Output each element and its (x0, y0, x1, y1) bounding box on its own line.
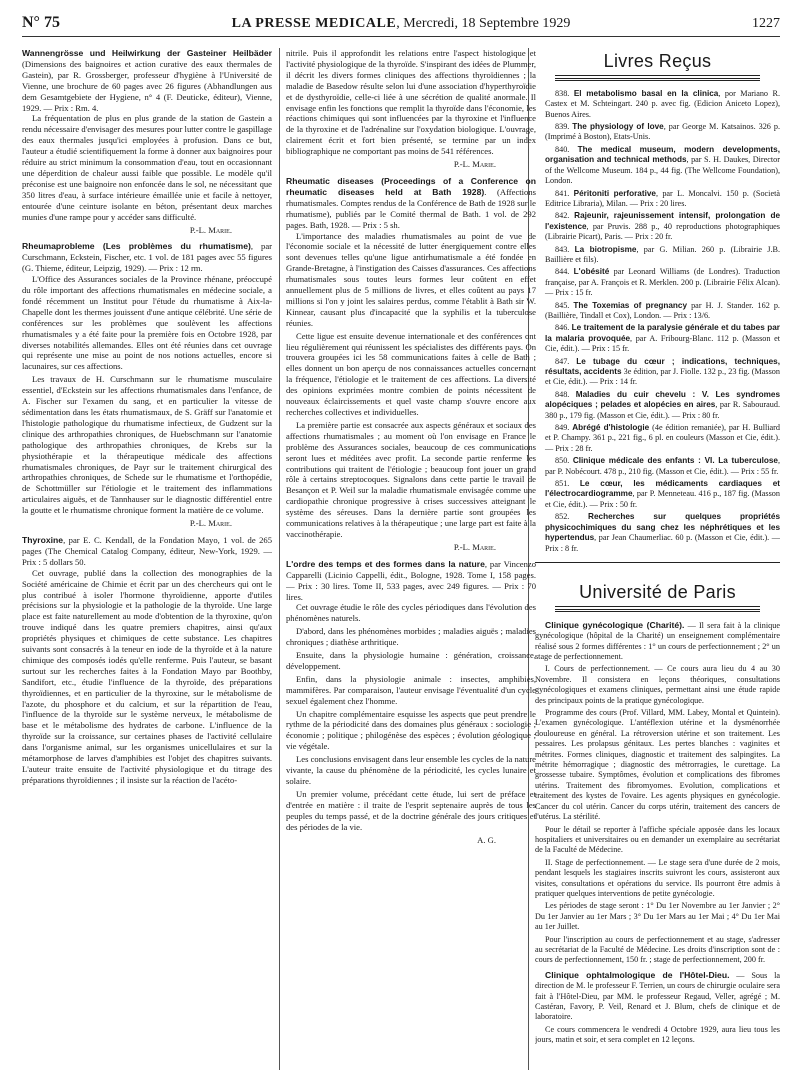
review-title: Wannengrösse und Heilwirkung der Gasteiner Heilbäder (22, 48, 272, 58)
book-details: , par Jean Chaumerliac. 60 p. (Masson et Cie, édit.). — Prix : 8 fr. (545, 533, 780, 553)
book-title: Maladies du cuir chevelu : V. Les syndromes alopéciques ; pelades et alopécies en aires (545, 389, 780, 410)
review-bibliography: , par E. C. Kendall, de la Fondation Mayo, 1 vol. de 265 pages (The Chemical Catalog Company, éditeur, New-York, 1929. — Prix : 5 dollars 50. (22, 534, 272, 567)
review-title: L'ordre des temps et des formes dans la nature (286, 558, 485, 569)
book-details: (4e édition remaniée), par H. Bulliard et P. Champy. 361 p., 221 fig., 6 pl. en couleurs (Masson et Cie, édit.). — Prix : 28 fr. (545, 423, 780, 453)
page-header (22, 10, 780, 37)
section-divider (555, 606, 760, 612)
book-details: , par S. H. Daukes, Director of the Wellcome Museum. 184 p., 44 fig. (The Wellcome Foundation), London. (545, 155, 780, 186)
notice-paragraph: II. Stage de perfectionnement. — Le stage sera d'une durée de 2 mois, pendant lesquels les stagiaires inscrits suivront les cours, assisteront aux visites, consultations et opérations du service. Ils pourront être admis à pratiquer quelques interventions de petite gynécologie. (535, 857, 780, 898)
book-number: 838. (555, 88, 570, 98)
book-number: 844. (555, 267, 570, 277)
section-divider (555, 75, 760, 81)
book-number: 842. (555, 211, 570, 221)
book-details: , par G. Milian. 260 p. (Librairie J.B. Baillière et fils). (545, 244, 780, 264)
book-title: Recherches sur quelques propriétés physicochimiques du sang chez les néphrétiques et les hypertendus (545, 512, 780, 543)
review-title: Thyroxine (22, 534, 64, 545)
book-number: 849. (555, 423, 570, 433)
notice-title: Clinique gynécologique (Charité). (545, 619, 685, 630)
book-title: L'obésité (573, 267, 610, 277)
book-entry (535, 357, 780, 388)
book-details: , par A. Fribourg-Blanc. 112 p. (Masson et Cie, édit.). — Prix : 15 fr. (545, 333, 780, 354)
book-entry (535, 301, 780, 322)
review-bibliography: (Dimensions des baignoires et action curative des eaux thermales de Gastein), par R. Grossberger, professeur d'hygiène à l'Université de Vienne, une brochure de 60 pages avec 26 figures (Abhandlungen aus dem Gesamtgebiete der Hygiene, n° 4 (F. Deuticke, éditeur), Vienne, 1929. — Prix : Rm. 4. (22, 58, 272, 113)
review-paragraph: Un chapitre complémentaire esquisse les aspects que peut prendre le rythme de la périodicité dans des domaines plus généraux : sociologie ; économie ; politique ; philogénèse des espèces ; évolution géologique ; vie végétale. (286, 708, 536, 752)
books-received-list (535, 89, 780, 554)
review-bibliography: , par Vincenzo Capparelli (Licinio Cappelli, édit., Bologne, 1928. Tome I, 158 pages. — Prix : 30 lires. Tome II, 533 pages, avec 249 figures. — Prix : 70 lires. (286, 558, 536, 602)
issue-number: N° 75 (22, 14, 60, 31)
review-thyroxine (22, 535, 272, 786)
livres-recus-heading: Livres Reçus (603, 51, 712, 71)
book-number: 852. (555, 512, 570, 522)
notice-title: Clinique ophtalmologique de l'Hôtel-Dieu. (545, 969, 730, 980)
review-paragraph: Cette ligue est ensuite devenue internationale et des conférences ont lieu régulièrement qui réunissent les spécialistes des différents pays. On trouvera groupées ici les 58 communications faites à celle de Bath ; elles donnent un bon aperçu de nos connaissances actuelles concernant la fréquence, l'étiologie et le traitement de ces affections. La diversité des opinions exprimées montre combien de points nécessitent de nouveaux éclaircissements et quel vaste champ s'ouvre encore aux recherches collectives et individuelles. (286, 330, 536, 417)
book-title: Clinique médicale des enfants : VI. La tuberculose (572, 456, 778, 466)
book-details: par H. J. Stander. 162 p. (Baillière, Tindall et Cox), London. — Prix : 13/6. (545, 300, 780, 320)
review-paragraph: Ensuite, dans la physiologie humaine : génération, croissance, développement. (286, 650, 536, 671)
column-rule-1 (279, 48, 280, 1070)
review-paragraph: Les travaux de H. Curschmann sur le rhumatisme musculaire essentiel, d'Eckstein sur les affections rhumatismales dans l'enfance, de A. Fischer sur l'examen du sang, et en particulier la vitesse de sédimentation dans les états rhumatismaux, de S. Gräff sur l'anatomie et l'histologie pathologique du rhumatisme infectieux, de Gudzent sur la clinique des arthropathies chroniques, de Huebschmann sur l'anatomie pathologique des arthropathies chroniques, de Krebs sur la physiothérapie et la thérapeutique médicale des affections rhumatismales chroniques, de Payr sur le traitement chirurgical des arthropathies chroniques, de Schede sur le rhumatisme et l'orthopédie, de Schottmüller sur l'étiologie et le traitement des inflammations articulaires aiguës, et de Tannhauser sur le diagnostic différentiel entre la goutte et le rhumatisme chronique forment la matière de ce volume. (22, 374, 272, 516)
book-entry (535, 189, 780, 210)
review-title: Rheumaprobleme (Les problèmes du rhumatisme) (22, 241, 251, 252)
book-number: 845. (555, 300, 570, 310)
book-title: The Toxemias of pregnancy (573, 300, 688, 310)
book-title: Le tubage du cœur ; indications, techniques, résultats, accidents (545, 356, 780, 377)
book-title: El metabolismo basal en la clinica (573, 88, 719, 98)
book-entry (535, 267, 780, 298)
book-entry (535, 89, 780, 120)
review-paragraph: D'abord, dans les phénomènes morbides ; maladies aiguës ; maladies chroniques ; diathèse arthritique. (286, 626, 536, 648)
book-number: 848. (555, 389, 570, 399)
book-title: Rajeunir, rajeunissement intensif, prolongation de l'existence (545, 211, 780, 231)
review-paragraph: nitrile. Puis il approfondit les relations entre l'aspect histologique et l'activité physiologique de la thyroïde. S'inspirant des idées de Plummer, il décrit les divers formes cliniques des affections thyroïdiennes ; la maladie de Basedow résulte selon lui d'une association d'hyperthyroïdie et de dysthyroïdie, celle-ci liée à une sécrétion de qualité anormale. Il envisage enfin les fonctions que remplit la thyroïde dans l'économie, les réactions chimiques qui sont influencées par la thyroxine et l'influence de la thyroxine et de l'adrénaline sur l'oxydation biologique. L'ouvrage, clairement écrit et fort bien présenté, se termine par un index bibliographique ne comportant pas moins de 541 références. (286, 48, 536, 157)
notice-paragraph: I. Cours de perfectionnement. — Ce cours aura lieu du 4 au 30 Novembre. Il consistera en leçons théoriques, consultations gynécologiques et examens cliniques, permettant ainsi une étude rapide des principaux points de la pratique gynécologique. (535, 664, 780, 705)
book-entry (535, 423, 780, 454)
notice-paragraph: Les périodes de stage seront : 1° Du 1er Novembre au 1er Janvier ; 2° Du 1er Janvier au 1er Mars ; 3° Du 1er Mars au 1er Mai ; 4° Du 1er Mai au 1er Juillet. (535, 901, 780, 932)
review-paragraph: La fréquentation de plus en plus grande de la station de Gastein a rendu nécessaire d'envisager des mesures pour lutter contre le gaspillage des eaux thermales jusqu'ici employées à profusion. Dans ce but, l'auteur a étudié scientifiquement la forme à donner aux baignoires pour réduire au strict minimum la consommation d'eau, tout en occasionnant une déperdition de chaleur aussi faible que possible. Le modèle qu'il préconise est une baignoire non enfoncée dans le sol, ne nécessitant que 350 litres d'eau, à surface intérieure émaillée unie et facile à nettoyer, entourée d'une ceinture isolante en béton, présentant deux marches munies d'une rampe pour y accéder sans difficulté. (22, 113, 272, 222)
book-number: 840. (555, 144, 570, 154)
book-details: 3e édition, par J. Fiolle. 132 p., 23 fig. (Masson et Cie, édit.). — Prix : 14 fr. (545, 367, 780, 387)
book-details: , par George M. Katsainos. 326 p. (Imprimé à Boston), Etats-Unis. (545, 122, 780, 142)
journal-title (142, 16, 660, 36)
notice-paragraph: Pour l'inscription au cours de perfectionnement et au stage, s'adresser au secrétariat de la Faculté de Médecine. Les droits d'inscription sont de : cours de perfectionnement, 150 fr. ; stage de perfectionnement, 200 fr. (535, 934, 780, 965)
book-entry (535, 211, 780, 242)
section-divider (535, 562, 780, 579)
universite-heading: Université de Paris (579, 581, 736, 602)
notice-text: — Il sera fait à la clinique gynécologique (hôpital de la Charité) un enseignement complémentaire réalisé sous 2 formes différentes : 1° un cours de perfectionnement ; 2° un stage de perfectionnement. (535, 620, 780, 661)
notice-paragraph: Pour le détail se reporter à l'affiche spéciale apposée dans les locaux hospitaliers et universitaires ou en demander un exemplaire au secrétariat de la Faculté de Médecine. (535, 824, 780, 855)
book-details: , par L. Moncalvi. 150 p. (Società Editrice Libraria), Milan. — Prix : 20 lires. (545, 188, 780, 208)
book-details: , por Mariano R. Castex et M. Schteingart. 240 p. avec fig. (Edicion Aniceto Lopez), Buenos Aires. (545, 88, 780, 119)
journal-name: LA PRESSE MEDICALE (231, 16, 397, 31)
book-details: , par R. Sabouraud. 380 p., 179 fig. (Masson et Cie, édit.). — Prix : 80 fr. (545, 400, 780, 420)
review-ordre-des-temps (286, 559, 536, 846)
book-title: La biotropisme (574, 244, 637, 254)
book-title: The medical museum, modern developments, organisation and technical methods (545, 144, 780, 165)
notice-paragraph: Ce cours commencera le vendredi 4 Octobre 1929, aura lieu tous les jours, matin et soir, et sera complet en 12 leçons. (535, 1024, 780, 1045)
review-paragraph: Cet ouvrage étudie le rôle des cycles périodiques dans l'évolution des phénomènes naturels. (286, 602, 536, 624)
book-title: Péritoniti perforative (573, 188, 656, 198)
page-number: 1227 (752, 16, 780, 31)
book-entry (535, 145, 780, 187)
book-number: 841. (555, 188, 570, 198)
book-details: , par Pruvis. 288 p., 40 reproductions photographiques (Librairie Picart), Paris. — Prix : 20 fr. (545, 221, 780, 242)
issue-date: , Mercredi, 18 Septembre 1929 (396, 16, 571, 31)
review-rheumatic-diseases (286, 176, 536, 553)
review-signature: P.-L. Marie. (189, 518, 232, 529)
column-2 (286, 48, 536, 1073)
review-paragraph: L'Office des Assurances sociales de la Province rhénane, préoccupé du rôle important des affections rhumatismales en médecine sociale, a fondé récemment un Institut pour l'étude du rhumatisme à Aix-la-Chapelle dont les thermes jouissent d'une antique célébrité. Une série de conférences sur les problèmes que soulèvent les affections rhumatismales y a été faite pour la première fois en Octobre 1928, par diverses notabilités allemandes. Elles ont été réunies dans cet ouvrage qui représente une mise au point de nos notions actuelles, encore si lacunaires, sur ces affections. (22, 274, 272, 372)
review-paragraph: Cet ouvrage, publié dans la collection des monographies de la Société américaine de Chimie et écrit par un des chercheurs qui ont le plus contribué à isoler l'hormone thyroïdienne, apporte d'utiles précisions sur la physiologie et la pathologie de la thyroïde. Une large place est faite naturellement au mode d'obtention de la thyroxine, qu'on trouve indiqué dans les quatre premiers chapitres, ainsi qu'aux propriétés physiques et chimiques de cette substance. Les chapitres suivants sont consacrés à la teneur en iode de la thyroïde et à la nature chimique des composés iodés qu'elle renferme. Puis l'auteur, se basant surtout sur les recherches faites à la Fondation Mayo par Boothby, Sandifort, etc., étudie l'influence de la thyroïde, des préparations thyroïdiennes, et en particulier de la thyroxine, sur le métabolisme de l'azote, du phosphore et du calcium, et sur la répartition de l'eau, l'influence de la thyroïde sur le système nerveux, le métabolisme de base et le métabolisme des hydrates de carbone. L'influence de la thyroïde sur la croissance, sur certaines phases de l'activité cellulaire dans l'organisme animal, sur les organismes unicellulaires et sur la métamorphose de larves d'amphibies est l'objet des chapitres suivants. L'auteur traite ensuite de l'activité physiologique et du titrage des préparations thyroïdiennes ; il insiste sur la réaction de l'acéto- (22, 567, 272, 785)
book-details: par Leonard Williams (de Londres). Traduction française, par A. François et R. Merklen. 200 p. (Librairie Félix Alcan). — Prix : 15 fr. (545, 267, 780, 298)
review-signature: P.-L. Marie. (189, 224, 232, 235)
review-signature: P.-L. Marie. (453, 541, 496, 552)
column-3 (535, 48, 780, 1073)
book-entry (535, 479, 780, 510)
review-gastein (22, 48, 272, 235)
column-1 (22, 48, 272, 1073)
book-entry (535, 512, 780, 554)
book-title: The physiology of love (572, 122, 664, 132)
book-number: 839. (555, 122, 570, 132)
book-entry (535, 456, 780, 477)
book-title: Abrégé d'histologie (572, 423, 650, 433)
book-details: , par P. Nobécourt. 478 p., 210 fig. (Masson et Cie, édit.). — Prix : 55 fr. (545, 456, 780, 476)
book-entry (535, 245, 780, 266)
notice-text: — Sous la direction de M. le professeur F. Terrien, un cours de chirurgie oculaire sera fait à l'Hôtel-Dieu, par MM. le professeur Regaud, Veller, agrégé ; M. Castéran, Favory, P. Veil, Renard et J. Blum, chefs de clinique et de laboratoire. (535, 970, 780, 1022)
book-entry (535, 122, 780, 143)
book-title: Le cœur, les médicaments cardiaques et l'électrocardiogramme (545, 479, 780, 499)
book-number: 847. (555, 356, 570, 366)
book-number: 846. (555, 323, 570, 333)
review-signature: P.-L. Marie. (453, 159, 496, 170)
book-entry (535, 323, 780, 354)
review-signature: A. G. (477, 834, 496, 845)
review-bibliography: , par Curschmann, Eckstein, Fischer, etc. 1 vol. de 181 pages avec 55 figures (G. Thieme, éditeur, Leipzig, 1929). — Prix : 12 rm. (22, 241, 272, 274)
review-paragraph: Un premier volume, précédant cette étude, lui sert de préface et d'entrée en matière : il traite de l'esprit septenaire auprès de tous les peuples du temps passé, et de la doctrine générale des jours critiques et des périodes de la vie. (286, 788, 536, 832)
book-title: Le traitement de la paralysie générale et du tabes par la malaria provoquée (545, 323, 780, 343)
review-rheumaprobleme (22, 241, 272, 529)
review-paragraph: Enfin, dans la physiologie animale : insectes, amphibies, mammifères. Par comparaison, l'auteur envisage l'éventualité d'un cycle sexuel également chez l'homme. (286, 673, 536, 706)
notice-paragraph: Programme des cours (Prof. Villard, MM. Labey, Montal et Quintein). L'examen gynécologique. L'antéflexion utérine et la dysménorrhée douloureuse en général. La rétroversion utérine et son traitement. Les pessaires. Les prolapsus génitaux. Les pertes blanches : vaginites et métrites. Formes cliniques, diagnostic et traitement des salpingites. La métrite hémorragique ; diagnostic des métrorragies, le curettage. La grossesse tubaire. Symptômes, évolution et complications des fibromes utérins. Traitement des fibromyomes. Evolution, complications et traitement des kystes de l'ovaire. Les agents physiques en gynécologie. Cancer du col utérin. Cancer du corps utérin, traitement des cancers de l'utérus. La stérilité. (535, 708, 780, 822)
review-paragraph: L'importance des maladies rhumatismales au point de vue de l'économie sociale et la nécessité de lutter énergiquement contre elles sont devenues telles qu'une ligue antirhumatismale a été fondée en Grande-Bretagne, à l'instigation des Caisses d'assurances. Ces affections rhumatismales sous toutes leurs formes leur coûtent en effet annuellement plus de 5 millions de livres, et elles coûtent au pays 17 millions si l'on y joint les salaires perdus, comme l'établit à Bath sir W. Kinnear, causant plus d'incapacité que la syphilis et la tuberculose réunies. (286, 230, 536, 328)
review-bibliography: . (Affections rhumatismales. Comptes rendus de la Conférence de Bath de 1928 sur le rhumatisme), publiés par le Comité thermal de Bath. 1 vol. de 292 pages. Bath, 1928. — Prix : 5 sh. (286, 186, 536, 230)
book-number: 850. (555, 456, 570, 466)
book-details: , par P. Menneteau. 416 p., 187 fig. (Masson et Cie, édit.). — Prix : 50 fr. (545, 489, 780, 509)
review-title: Rheumatic diseases (Proceedings of a Conference on rheumatic diseases held at Bath 1928) (286, 175, 536, 197)
book-number: 851. (555, 479, 570, 489)
book-entry (535, 390, 780, 421)
book-number: 843. (555, 244, 570, 254)
review-paragraph: Les conclusions envisagent dans leur ensemble les cycles de la nature vivante, la cause du phénomène de la périodicité, les cycles lunaire et solaire. (286, 754, 536, 786)
review-paragraph: La première partie est consacrée aux aspects généraux et sociaux des affections rhumatismales ; au moment où l'on envisage en France le problème des Assurances sociales, beaucoup de ces communications seront lues et méditées avec profit. La seconde partie renferme les contributions qui traitent de l'étiologie ; beaucoup font jouer un grand rôle à certains streptocoques. Signalons dans cette partie le travail de Besançon et P. Weil sur la maladie rhumatismale envisagée comme une cardiopathie chronique progressive à crises successives atteignant le système des séreuses. Dans la dernière partie sont groupées les communications relatives à la thérapeutique ; une large part est faite à la vaccinothérapie. (286, 419, 536, 539)
